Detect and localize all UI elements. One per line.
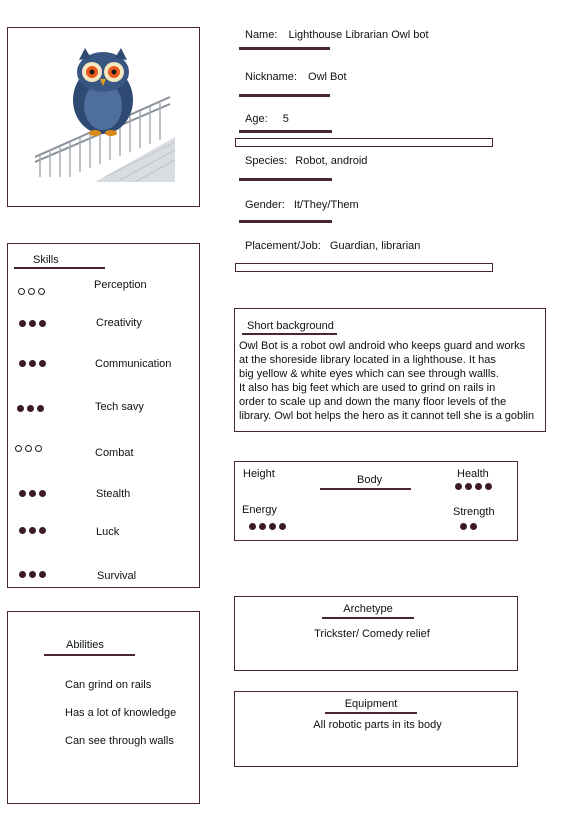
species-value: Robot, android [295, 155, 368, 167]
skill-rating-dots [18, 288, 45, 295]
name-field [245, 29, 429, 41]
body-title-underline [320, 488, 411, 490]
filled-dot [19, 320, 26, 327]
filled-dot [17, 405, 24, 412]
filled-dot [39, 527, 46, 534]
filled-dot [269, 523, 276, 530]
filled-dot [39, 320, 46, 327]
skill-label: Combat [95, 447, 134, 459]
filled-dot [29, 320, 36, 327]
abilities-title-underline [44, 654, 135, 656]
archetype-title: Archetype [343, 603, 393, 615]
age-label: Age: [245, 113, 268, 125]
empty-dot [35, 445, 42, 452]
filled-dot [460, 523, 467, 530]
background-line: order to scale up and down the many floor levels of the [239, 396, 507, 408]
equipment-value: All robotic parts in its body [313, 719, 442, 731]
portrait-frame [7, 27, 200, 207]
background-line: It also has big feet which are used to grind on rails in [239, 382, 496, 394]
empty-dot [18, 288, 25, 295]
ability-item: Has a lot of knowledge [65, 707, 177, 719]
energy-dots [249, 523, 286, 530]
filled-dot [485, 483, 492, 490]
skill-label: Perception [94, 279, 147, 291]
skill-label: Survival [97, 570, 137, 582]
equipment-title-underline [325, 712, 417, 714]
owl-robot-image [35, 42, 175, 182]
filled-dot [19, 360, 26, 367]
filled-dot [279, 523, 286, 530]
filled-dot [39, 571, 46, 578]
body-strength-label: Strength [453, 506, 495, 518]
background-line: Owl Bot is a robot owl android who keeps guard and works [239, 340, 526, 352]
skill-label: Tech savy [95, 401, 144, 413]
filled-dot [37, 405, 44, 412]
filled-dot [475, 483, 482, 490]
health-dots [455, 483, 492, 490]
archetype-value: Trickster/ Comedy relief [314, 628, 430, 640]
empty-dot [28, 288, 35, 295]
species-label: Species: [245, 155, 288, 167]
gender-label: Gender: [245, 199, 285, 211]
filled-dot [259, 523, 266, 530]
filled-dot [455, 483, 462, 490]
skill-label: Luck [96, 526, 120, 538]
background-line: library. Owl bot helps the hero as it cannot tell she is a goblin [239, 410, 535, 422]
age-underline [239, 130, 332, 133]
body-energy-label: Energy [242, 504, 277, 516]
background-title: Short background [247, 320, 334, 332]
filled-dot [29, 571, 36, 578]
filled-dot [465, 483, 472, 490]
nickname-field [245, 71, 347, 83]
empty-dot [15, 445, 22, 452]
filled-dot [249, 523, 256, 530]
archetype-title-underline [322, 617, 414, 619]
name-value: Lighthouse Librarian Owl bot [288, 29, 429, 41]
placement-label: Placement/Job: [245, 240, 321, 252]
name-label: Name: [245, 29, 278, 41]
background-title-underline [242, 333, 337, 335]
skill-label: Communication [95, 358, 172, 370]
age-field [245, 113, 289, 125]
name-underline [239, 47, 330, 50]
age-divider-bar [235, 138, 493, 147]
species-field [245, 155, 367, 167]
strength-dots [460, 523, 477, 530]
skill-label: Stealth [96, 488, 131, 500]
equipment-title: Equipment [344, 698, 398, 710]
skill-rating-dots [19, 490, 46, 497]
gender-field [245, 199, 359, 211]
filled-dot [27, 405, 34, 412]
empty-dot [25, 445, 32, 452]
filled-dot [470, 523, 477, 530]
background-line: at the shoreside library located in a lighthouse. It has [239, 354, 496, 366]
background-line: big yellow & white eyes which can see through wallls. [239, 368, 499, 380]
background-text [239, 339, 544, 423]
filled-dot [39, 360, 46, 367]
placement-divider-bar [235, 263, 493, 272]
skill-rating-dots [19, 320, 46, 327]
species-underline [239, 178, 332, 181]
abilities-title: Abilities [66, 639, 104, 651]
placement-value: Guardian, librarian [329, 240, 421, 252]
ability-item: Can grind on rails [65, 679, 152, 691]
skills-title: Skills [33, 254, 59, 266]
skill-rating-dots [17, 405, 44, 412]
gender-underline [239, 220, 332, 223]
ability-item: Can see through walls [65, 735, 174, 747]
nickname-label: Nickname: [245, 71, 297, 83]
body-health-label: Health [457, 468, 489, 480]
skill-rating-dots [19, 571, 46, 578]
skill-rating-dots [19, 360, 46, 367]
filled-dot [29, 490, 36, 497]
body-title: Body [357, 474, 383, 486]
filled-dot [29, 360, 36, 367]
body-height-label: Height [243, 468, 275, 480]
skill-label: Creativity [96, 317, 142, 329]
filled-dot [19, 571, 26, 578]
skill-rating-dots [15, 445, 42, 452]
skill-rating-dots [19, 527, 46, 534]
skills-title-underline [14, 267, 105, 269]
filled-dot [19, 490, 26, 497]
gender-value: It/They/Them [293, 199, 359, 211]
filled-dot [19, 527, 26, 534]
nickname-underline [239, 94, 330, 97]
filled-dot [29, 527, 36, 534]
age-value: 5 [282, 113, 289, 125]
empty-dot [38, 288, 45, 295]
nickname-value: Owl Bot [308, 71, 347, 83]
placement-field [245, 240, 420, 252]
filled-dot [39, 490, 46, 497]
